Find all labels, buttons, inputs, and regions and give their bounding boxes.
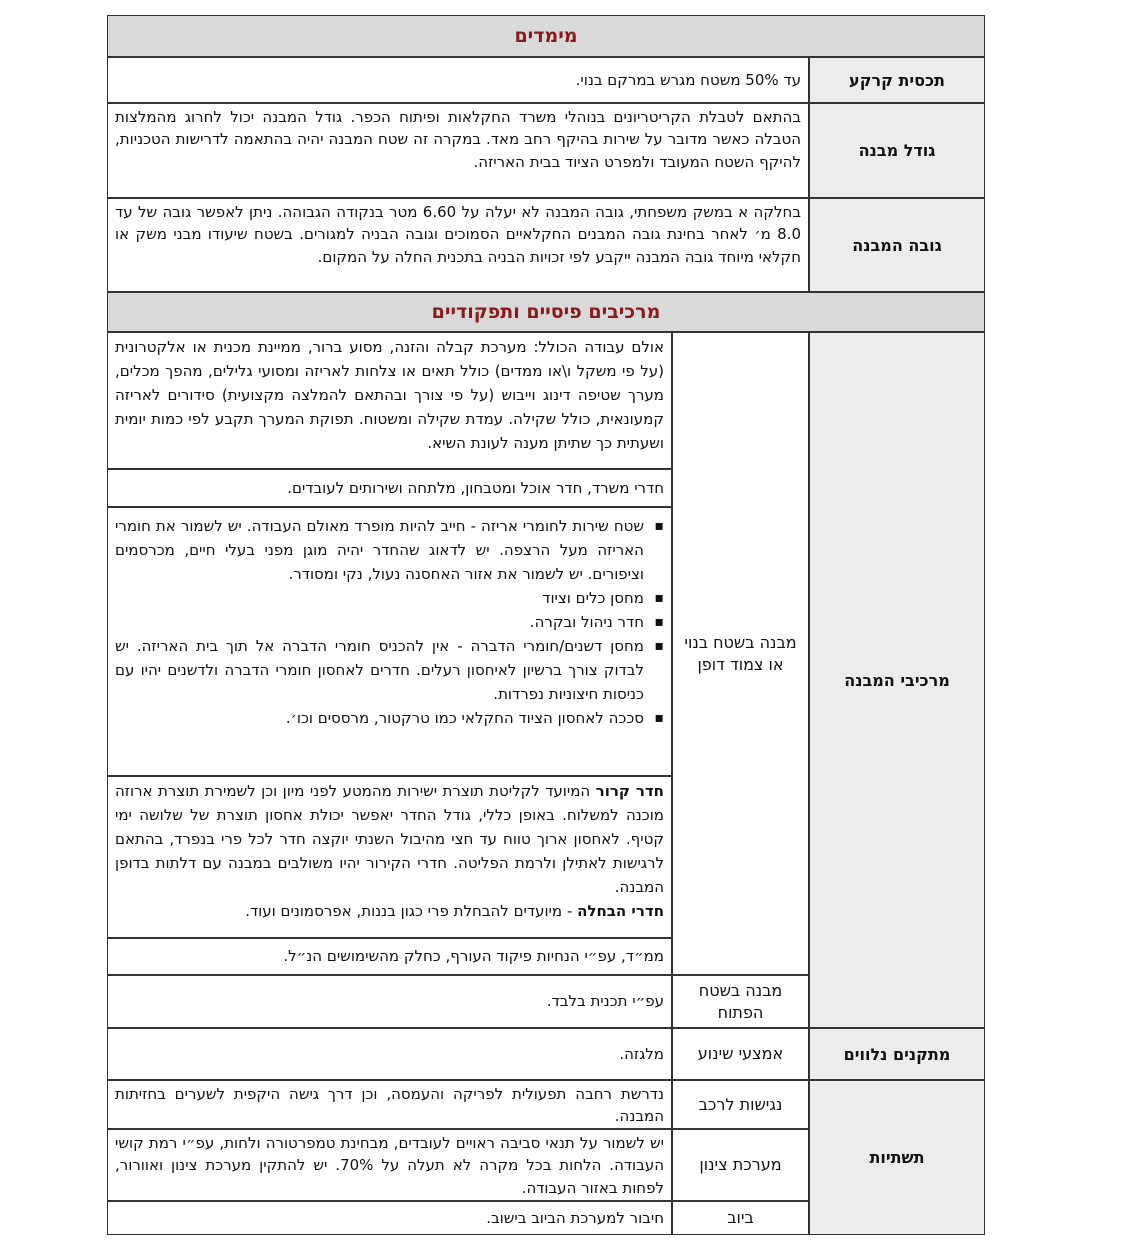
cell-service-areas xyxy=(107,507,672,776)
label-text: מרכיבי המבנה xyxy=(844,670,950,690)
sublabel-cooling-system xyxy=(672,1129,809,1201)
sublabel-text: מערכת צינון xyxy=(699,1155,782,1174)
cold-room-text: המיועד לקליטת תוצרת ישירות מהמטע לפני מיון וכן לשמירת תוצרת ארוזה מוכנה למשלוח. באופן כללי, גודל החדר יאפשר יכולת אחסון תוצרת של שלושה ימי קטיף. לאחסון ארוך טווח עד חצי מהיבול השנתי יוקצה חדר לכל פרי בנפרד, בהתאם לרגישות לאתילן ולרמת הפליטה. חדרי הקירור יהיו משולבים במבנה עם דלתות בדופן המבנה. xyxy=(115,782,664,896)
cell-open-area xyxy=(107,975,672,1028)
cell-text: נדרשת רחבה תפעולית לפריקה והעמסה, וכן דרך גישה היקפית לשערים בחזיתות המבנה. xyxy=(115,1085,664,1126)
cell-building-size xyxy=(107,103,809,198)
cell-text: עפ״י תכנית בלבד. xyxy=(546,992,664,1011)
cell-text: בחלקה א במשק משפחתי, גובה המבנה לא יעלה על 6.60 מטר בנקודה הגבוהה. ניתן לאפשר גובה של עד 8.0 מ׳ לאחר בחינת גובה המבנים החקלאיים הסמוכים וגובה הבניה למגורים. בשטח שיעודו מבני משק או חקלאי מיוחד גובה המבנה ייקבע לפי זכויות הבניה בתכנית החלה על המקום. xyxy=(115,203,802,266)
sublabel-open-area xyxy=(672,975,809,1028)
label-building-height xyxy=(809,198,985,292)
cell-offices xyxy=(107,469,672,507)
label-infrastructure xyxy=(809,1080,985,1235)
cold-room-paragraph xyxy=(115,779,664,899)
cell-cooling-system xyxy=(107,1129,672,1201)
cell-vehicle-access xyxy=(107,1080,672,1129)
sublabel-text: מבנה בשטח בנוי או צמוד דופן xyxy=(684,632,797,674)
cell-text: חיבור למערכת הביוב בישוב. xyxy=(486,1208,664,1227)
cell-transport xyxy=(107,1028,672,1080)
cell-text: בהתאם לטבלת הקריטריונים בנוהלי משרד החקלאות ופיתוח הכפר. גודל המבנה יכול לחרוג מהמלצות הטבלה כאשר מדובר על שירות בהיקף רחב מאד. במקרה זה שטח המבנה יהיה בהתאמה לדרישות הטכניות, להיקף השטח המעובד ולמפרט הציוד בבית האריזה. xyxy=(115,108,801,171)
cell-shelter xyxy=(107,938,672,975)
cell-text: חדרי משרד, חדר אוכל ומטבחון, מלתחה ושירותים לעובדים. xyxy=(287,478,664,497)
section-header-dimensions xyxy=(107,15,985,57)
list-item: ▪ סככה לאחסון הציוד החקלאי כמו טרקטור, מרססים וכו׳. xyxy=(115,706,644,730)
list-item: ▪ שטח שירות לחומרי אריזה - חייב להיות מופרד מאולם העבודה. יש לשמור את חומרי האריזה מעל הרצפה. יש לדאוג שהחדר יהיה מוגן מפני בעלי חיים, מכרסמים וציפורים. יש לשמור את אזור האחסנה נעול, נקי ומסודר. xyxy=(115,514,644,586)
label-building-size xyxy=(809,103,985,198)
label-text: גובה המבנה xyxy=(852,235,942,255)
cell-work-hall xyxy=(107,332,672,469)
service-areas-list xyxy=(115,514,664,730)
sublabel-text: מבנה בשטח הפתוח xyxy=(698,980,783,1022)
cell-sewage xyxy=(107,1201,672,1235)
cell-text: יש לשמור על תנאי סביבה ראויים לעובדים, מבחינת טמפרטורה ולחות, עפ״י רמת קושי העבודה. הלחות בכל מקרה לא תעלה על 70%. יש להתקין מערכת צינון ואוורור, לפחות באזור העבודה. xyxy=(115,1134,665,1197)
ripening-title: חדרי הבחלה xyxy=(577,902,664,920)
sublabel-vehicle-access xyxy=(672,1080,809,1129)
cell-text: עד 50% משטח מגרש במרקם בנוי. xyxy=(575,70,801,89)
list-item: ▪ מחסן דשנים/חומרי הדברה - אין להכניס חומרי הדברה אל תוך בית האריזה. יש לבדוק צורך ברשיון לאיחסון רעלים. חדרים לאחסון חומרי הדברה ולדשנים יהיו עם כניסות חיצוניות נפרדות. xyxy=(115,634,644,706)
specification-table xyxy=(107,15,985,1235)
sublabel-text: ביוב xyxy=(727,1208,754,1227)
sublabel-transport xyxy=(672,1028,809,1080)
cell-text: ממ״ד, עפ״י הנחיות פיקוד העורף, כחלק מהשימושים הנ״ל. xyxy=(283,947,664,966)
label-building-components xyxy=(809,332,985,1028)
cell-text: אולם עבודה הכולל: מערכת קבלה והזנה, מסוע ברור, ממיינת מכנית או אלקטרונית (על פי משקל ו\או ממדים) כולל תאים או צלחות לאריזה ומסועי גלילים, מהפך מכלים, מערך שטיפה דינוג וייבוש (על פי צורך ובהתאם להמלצה מקצועית) סידורים לאריזה קמעונאית, כולל שקילה. עמדת שקילה ומשטוח. תפוקת המערך תקבע לפי כמות יומית ושעתית כך שתיתן מענה לעונת השיא. xyxy=(115,338,664,452)
cell-building-height xyxy=(107,198,809,292)
ripening-text: - מיועדים להבחלת פרי כגון בננות, אפרסמונים ועוד. xyxy=(245,902,578,920)
label-accessory-facilities xyxy=(809,1028,985,1080)
section-title: מרכיבים פיסיים ותפקודיים xyxy=(431,301,661,323)
label-text: תכסית קרקע xyxy=(849,70,945,90)
cell-land-coverage xyxy=(107,57,809,103)
cold-room-title: חדר קרור xyxy=(595,782,664,800)
label-text: מתקנים נלווים xyxy=(843,1044,951,1064)
sublabel-sewage xyxy=(672,1201,809,1235)
sublabel-built-area xyxy=(672,332,809,975)
sublabel-text: אמצעי שינוע xyxy=(697,1044,784,1063)
cell-cold-rooms xyxy=(107,776,672,938)
section-header-components xyxy=(107,292,985,332)
ripening-paragraph xyxy=(115,899,664,923)
label-text: גודל מבנה xyxy=(858,141,936,160)
label-text: תשתיות xyxy=(869,1148,925,1167)
sublabel-text: נגישות לרכב xyxy=(698,1094,783,1114)
label-land-coverage xyxy=(809,57,985,103)
cell-text: מלגזה. xyxy=(619,1044,664,1063)
list-item: ▪ מחסן כלים וציוד xyxy=(115,586,644,610)
list-item: ▪ חדר ניהול ובקרה. xyxy=(115,610,644,634)
section-title: מימדים xyxy=(514,25,578,47)
